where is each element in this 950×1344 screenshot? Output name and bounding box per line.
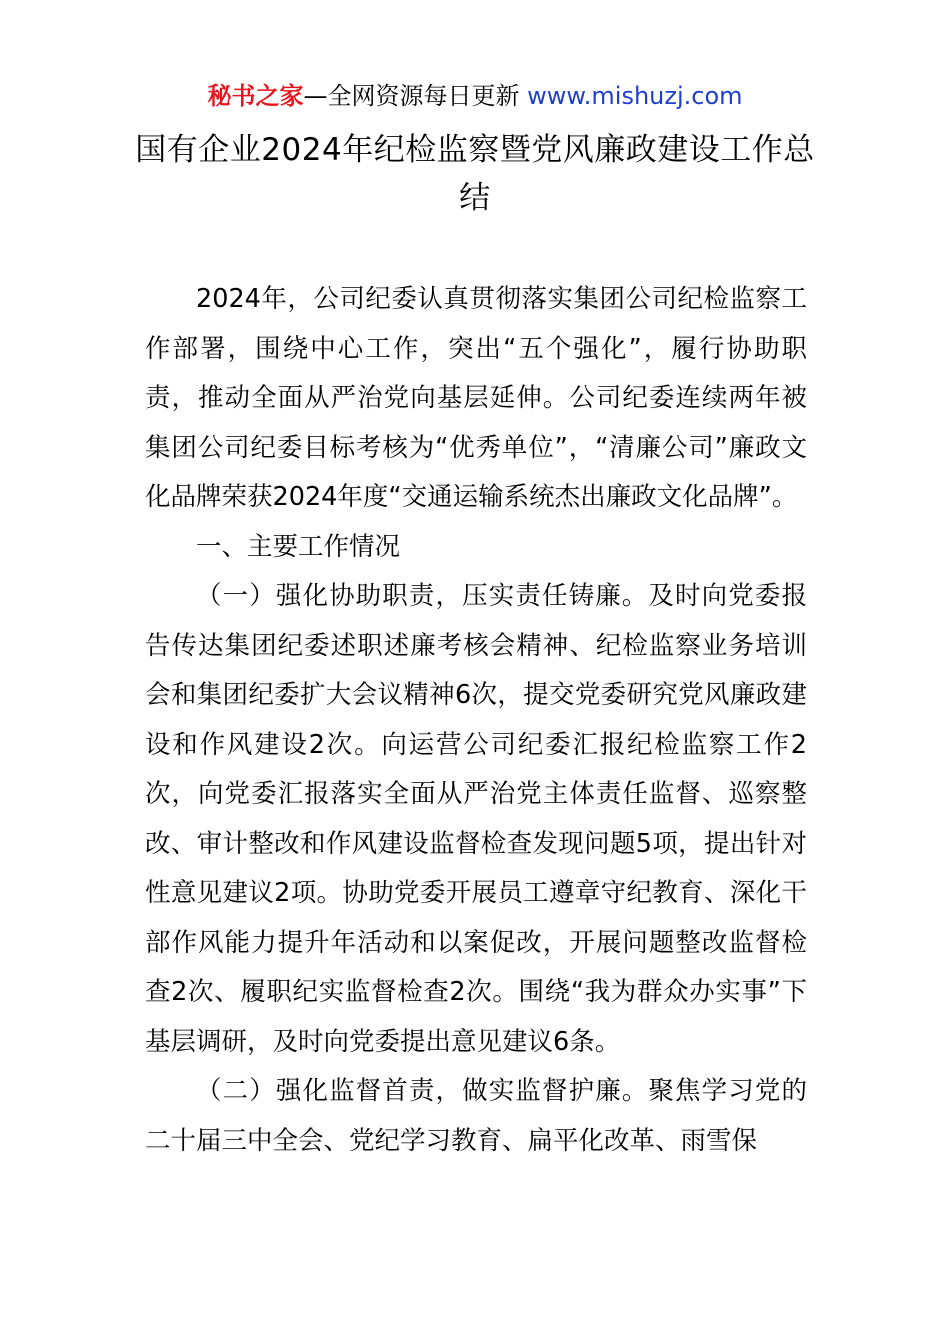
paragraph-intro: 2024年，公司纪委认真贯彻落实集团公司纪检监察工作部署，围绕中心工作，突出“五个强化”，履行协助职责，推动全面从严治党向基层延伸。公司纪委连续两年被集团公司纪委目标考核为“优秀单位”，“清廉公司”廉政文化品牌荣获2024年度“交通运输系统杰出廉政文化品牌”。 (145, 284, 807, 512)
watermark-header (0, 80, 950, 112)
paragraph-item-2: （二）强化监督首责，做实监督护廉。聚焦学习党的二十届三中全会、党纪学习教育、扁平化改革、雨雪保 (145, 1076, 807, 1156)
document-body (145, 275, 807, 1166)
watermark-slogan: 全网资源每日更新 (327, 82, 520, 110)
watermark-dash: — (303, 82, 328, 110)
watermark-brand: 秘书之家 (207, 82, 304, 110)
document-title: 国有企业2024年纪检监察暨党风廉政建设工作总结 (135, 132, 815, 216)
paragraph-item-1: （一）强化协助职责，压实责任铸廉。及时向党委报告传达集团纪委述职述廉考核会精神、纪检监察业务培训会和集团纪委扩大会议精神6次，提交党委研究党风廉政建设和作风建设2次。向运营公司纪委汇报纪检监察工作2次，向党委汇报落实全面从严治党主体责任监督、巡察整改、审计整改和作风建设监督检查发现问题5项，提出针对性意见建议2项。协助党委开展员工遵章守纪教育、深化干部作风能力提升年活动和以案促改，开展问题整改监督检查2次、履职纪实监督检查2次。围绕“我为群众办实事”下基层调研，及时向党委提出意见建议6条。 (145, 581, 807, 1057)
section-heading-main-work: 一、主要工作情况 (196, 531, 401, 562)
watermark-url: www.mishuzj.com (527, 82, 743, 110)
